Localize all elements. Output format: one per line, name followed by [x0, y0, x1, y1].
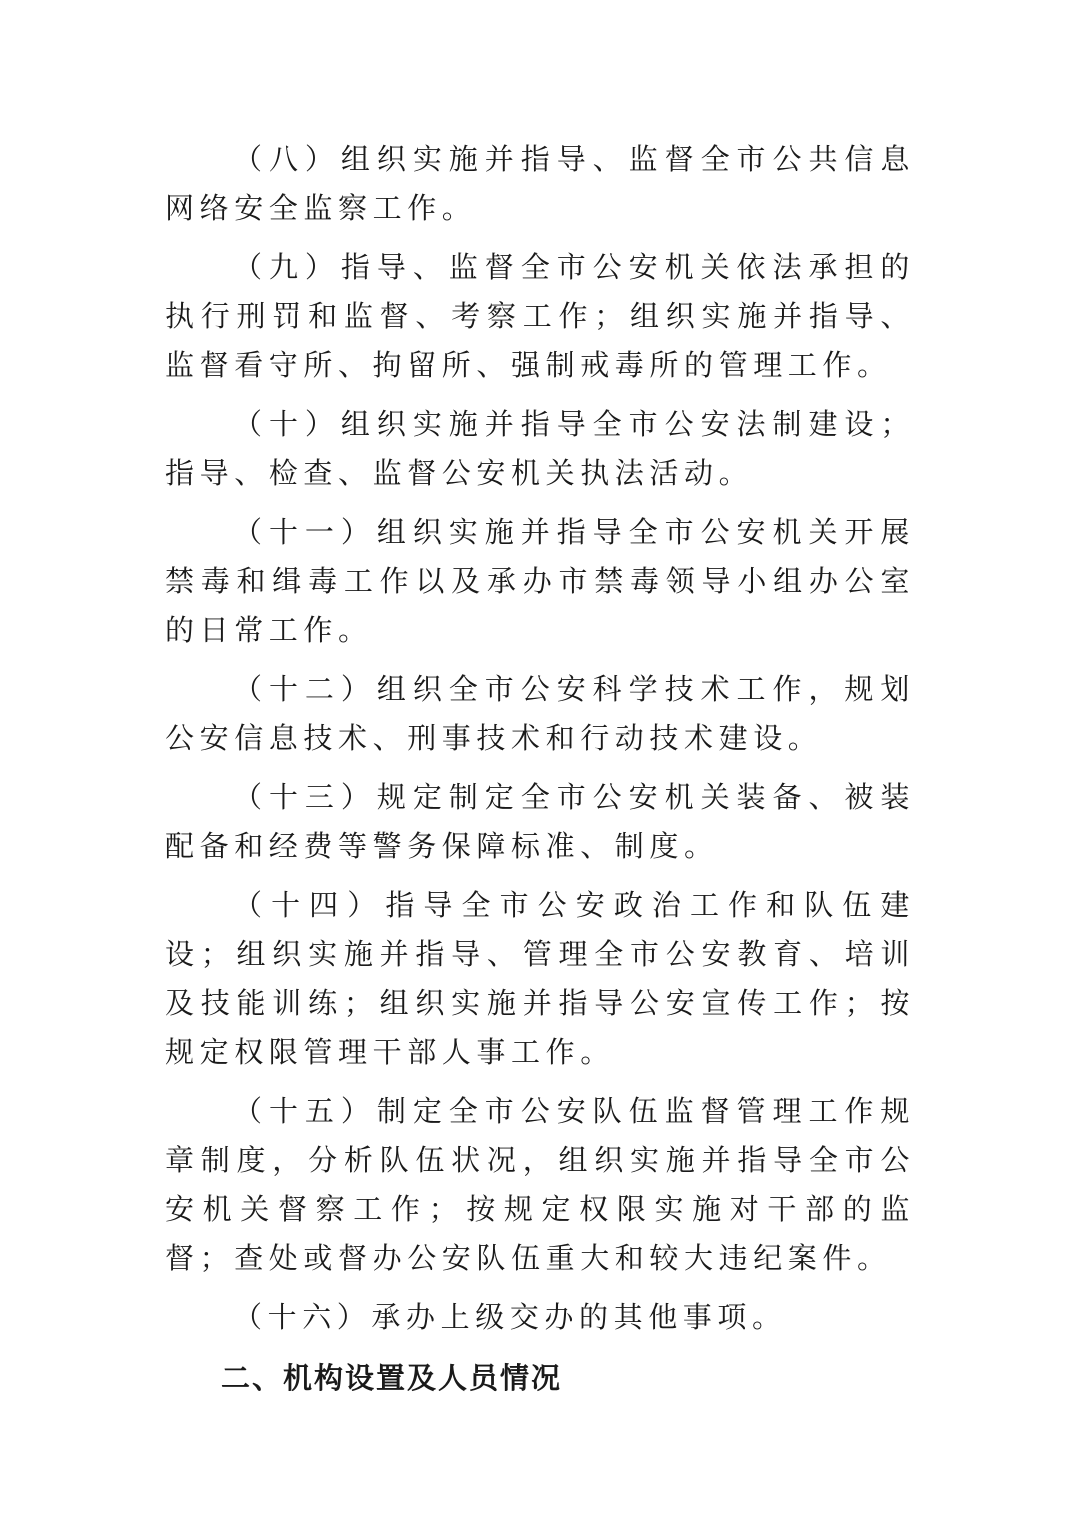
paragraph-item-9: （九）指导、监督全市公安机关依法承担的执行刑罚和监督、考察工作；组织实施并指导、监督看守所、拘留所、强制戒毒所的管理工作。 [165, 250, 915, 382]
paragraph-item-12: （十二）组织全市公安科学技术工作，规划公安信息技术、刑事技术和行动技术建设。 [165, 672, 915, 755]
paragraph-item-16: （十六）承办上级交办的其他事项。 [233, 1300, 787, 1334]
document-body [165, 135, 915, 1404]
section-heading: 二、机构设置及人员情况 [221, 1361, 563, 1395]
paragraph-item-8: （八）组织实施并指导、监督全市公共信息网络安全监察工作。 [165, 142, 915, 225]
paragraph-item-11: （十一）组织实施并指导全市公安机关开展禁毒和缉毒工作以及承办市禁毒领导小组办公室的日常工作。 [165, 515, 915, 647]
paragraph-item-15: （十五）制定全市公安队伍监督管理工作规章制度，分析队伍状况，组织实施并指导全市公安机关督察工作；按规定权限实施对干部的监督；查处或督办公安队伍重大和较大违纪案件。 [165, 1094, 915, 1275]
paragraph-item-13: （十三）规定制定全市公安机关装备、被装配备和经费等警务保障标准、制度。 [165, 780, 915, 863]
paragraph-item-14: （十四）指导全市公安政治工作和队伍建设；组织实施并指导、管理全市公安教育、培训及技能训练；组织实施并指导公安宣传工作；按规定权限管理干部人事工作。 [165, 888, 915, 1069]
paragraph-item-10: （十）组织实施并指导全市公安法制建设；指导、检查、监督公安机关执法活动。 [165, 407, 915, 490]
